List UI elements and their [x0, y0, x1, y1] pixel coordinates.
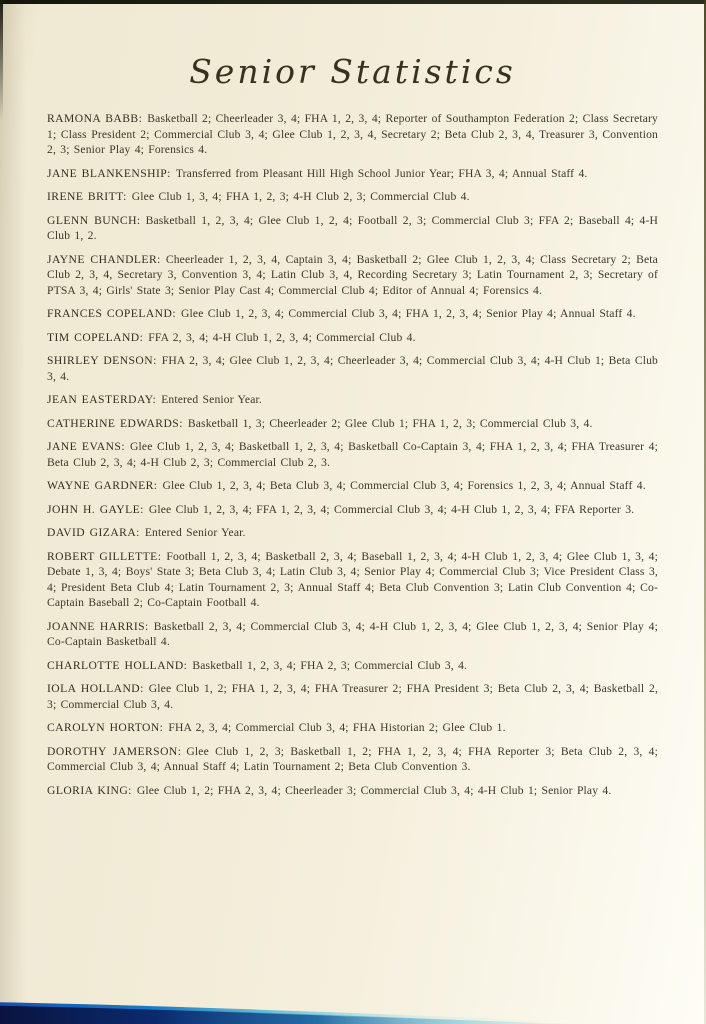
entry-name: FRANCES COPELAND:: [47, 307, 176, 320]
entry: [47, 783, 658, 799]
entry-name: JEAN EASTERDAY:: [47, 393, 157, 406]
entry: [47, 681, 658, 712]
entry: [47, 189, 658, 205]
entry-name: JAYNE CHANDLER:: [47, 252, 161, 266]
entry-activities: Basketball 1, 2, 3, 4; Glee Club 1, 2, 4; Football 2, 3; Commercial Club 3; FFA 2; Baseball 4; 4-H Club 1, 2.: [47, 213, 659, 242]
entry-name: JOANNE HARRIS:: [47, 619, 149, 633]
entry: [47, 252, 658, 299]
entry-name: IOLA HOLLAND:: [47, 682, 144, 695]
entry-name: CATHERINE EDWARDS:: [47, 416, 183, 430]
entry-activities: Glee Club 1, 3, 4; FHA 1, 2, 3; 4-H Club 2, 3; Commercial Club 4.: [131, 190, 470, 203]
entry-name: JANE BLANKENSHIP:: [47, 166, 171, 180]
entry: [47, 306, 658, 322]
entry-name: RAMONA BABB:: [47, 112, 143, 125]
entry: [47, 744, 658, 775]
entry-activities: Cheerleader 1, 2, 3, 4, Captain 3, 4; Basketball 2; Glee Club 1, 2, 3, 4; Class Secretary 2; Beta Club 2, 3, 4, Secretary 3, Convention 3, 4; Latin Club 3, 4, Recording Secretary 3; Latin Tournament 2, 3; Secretary of PTSA 3, 4; Girls' State 3; Senior Play Cast 4; Commercial Club 4; Editor of Annual 4; Forensics 4.: [47, 252, 658, 297]
entry: [47, 353, 658, 384]
entry-name: GLENN BUNCH:: [47, 213, 141, 227]
entry: [47, 416, 658, 432]
entry: [47, 720, 658, 736]
entry-activities: Glee Club 1, 2; FHA 1, 2, 3, 4; FHA Treasurer 2; FHA President 3; Beta Club 2, 3, 4; Basketball 2, 3; Commercial Club 3, 4.: [47, 682, 658, 711]
entry: [47, 439, 658, 470]
entry-activities: Entered Senior Year.: [144, 526, 246, 539]
entry-activities: Glee Club 1, 2, 3, 4; Beta Club 3, 4; Commercial Club 3, 4; Forensics 1, 2, 3, 4; Annual Staff 4.: [162, 479, 646, 492]
entry-name: WAYNE GARDNER:: [47, 479, 158, 492]
entry: [47, 111, 658, 158]
entry-activities: Football 1, 2, 3, 4; Basketball 2, 3, 4; Baseball 1, 2, 3, 4; 4-H Club 1, 2, 3, 4; Glee Club 1, 3, 4; Debate 1, 3, 4; Boys' State 3; Beta Club 3, 4; Latin Club 3, 4; Senior Play 4; Commercial Club 3; Vice President Class 3, 4; President Beta Club 4; Latin Tournament 2, 3; Annual Staff 4; Beta Club Convention 3; Latin Club Convention 4; Co-Captain Baseball 2; Co-Captain Football 4.: [47, 549, 658, 609]
entry-activities: Entered Senior Year.: [161, 393, 262, 406]
entry-name: JANE EVANS:: [47, 440, 126, 453]
entry-activities: Glee Club 1, 2, 3, 4; Basketball 1, 2, 3, 4; Basketball Co-Captain 3, 4; FHA 1, 2, 3, 4; FHA Treasurer 4; Beta Club 2, 3, 4; 4-H Club 2, 3; Commercial Club 2, 3.: [47, 440, 659, 469]
entry-activities: Transferred from Pleasant Hill High School Junior Year; FHA 3, 4; Annual Staff 4.: [175, 166, 588, 180]
entry: [47, 330, 658, 346]
entry-activities: FHA 2, 3, 4; Glee Club 1, 2, 3, 4; Cheerleader 3, 4; Commercial Club 3, 4; 4-H Club 1; Beta Club 3, 4.: [47, 354, 658, 383]
entry-name: JOHN H. GAYLE:: [47, 502, 144, 516]
entry-activities: Basketball 2, 3, 4; Commercial Club 3, 4; 4-H Club 1, 2, 3, 4; Glee Club 1, 2, 3, 4; Senior Play 4; Co-Captain Basketball 4.: [47, 619, 658, 648]
entry: [47, 658, 658, 674]
entry: [47, 502, 658, 518]
entry: [47, 166, 658, 182]
entry-activities: Glee Club 1, 2, 3; Basketball 1, 2; FHA 1, 2, 3, 4; FHA Reporter 3; Beta Club 2, 3, 4; Commercial Club 3, 4; Annual Staff 4; Latin Tournament 2; Beta Club Convention 3.: [47, 744, 659, 773]
entry-name: CHARLOTTE HOLLAND:: [47, 658, 188, 672]
entry-name: TIM COPELAND:: [47, 330, 144, 344]
page-bottom-edge-band: [0, 990, 706, 1024]
entry-activities: Basketball 1, 2, 3, 4; FHA 2, 3; Commercial Club 3, 4.: [192, 658, 468, 672]
entry: [47, 525, 658, 541]
entry: [47, 478, 658, 494]
entry: [47, 549, 658, 611]
entry: [47, 619, 658, 650]
entries-list: [47, 111, 658, 798]
entry-activities: Glee Club 1, 2; FHA 2, 3, 4; Cheerleader 3; Commercial Club 3, 4; 4-H Club 1; Senior Play 4.: [136, 783, 612, 797]
entry-name: DOROTHY JAMERSON:: [47, 744, 182, 758]
entry: [47, 392, 658, 408]
entry-name: CAROLYN HORTON:: [47, 721, 164, 734]
entry-activities: Glee Club 1, 2, 3, 4; FFA 1, 2, 3, 4; Commercial Club 3, 4; 4-H Club 1, 2, 3, 4; FFA Reporter 3.: [148, 502, 635, 516]
entry-name: ROBERT GILLETTE:: [47, 549, 162, 563]
entry: [47, 213, 658, 244]
entry-activities: Basketball 2; Cheerleader 3, 4; FHA 1, 2, 3, 4; Reporter of Southampton Federation 2; Class Secretary 1; Class President 2; Commercial Club 3, 4; Glee Club 1, 2, 3, 4, Secretary 2; Beta Club 2, 3, 4, Treasurer 3, Convention 2, 3; Senior Play 4; Forensics 4.: [47, 112, 658, 156]
entry-activities: FFA 2, 3, 4; 4-H Club 1, 2, 3, 4; Commercial Club 4.: [148, 330, 416, 344]
entry-name: IRENE BRITT:: [47, 190, 127, 203]
entry-activities: Basketball 1, 3; Cheerleader 2; Glee Club 1; FHA 1, 2, 3; Commercial Club 3, 4.: [187, 416, 593, 430]
entry-activities: Glee Club 1, 2, 3, 4; Commercial Club 3, 4; FHA 1, 2, 3, 4; Senior Play 4; Annual Staff 4.: [181, 307, 636, 320]
entry-activities: FHA 2, 3, 4; Commercial Club 3, 4; FHA Historian 2; Glee Club 1.: [168, 721, 506, 734]
entry-name: GLORIA KING:: [47, 783, 132, 797]
entry-name: DAVID GIZARA:: [47, 526, 140, 539]
page-title: Senior Statistics: [189, 52, 516, 91]
entry-name: SHIRLEY DENSON:: [47, 354, 157, 367]
